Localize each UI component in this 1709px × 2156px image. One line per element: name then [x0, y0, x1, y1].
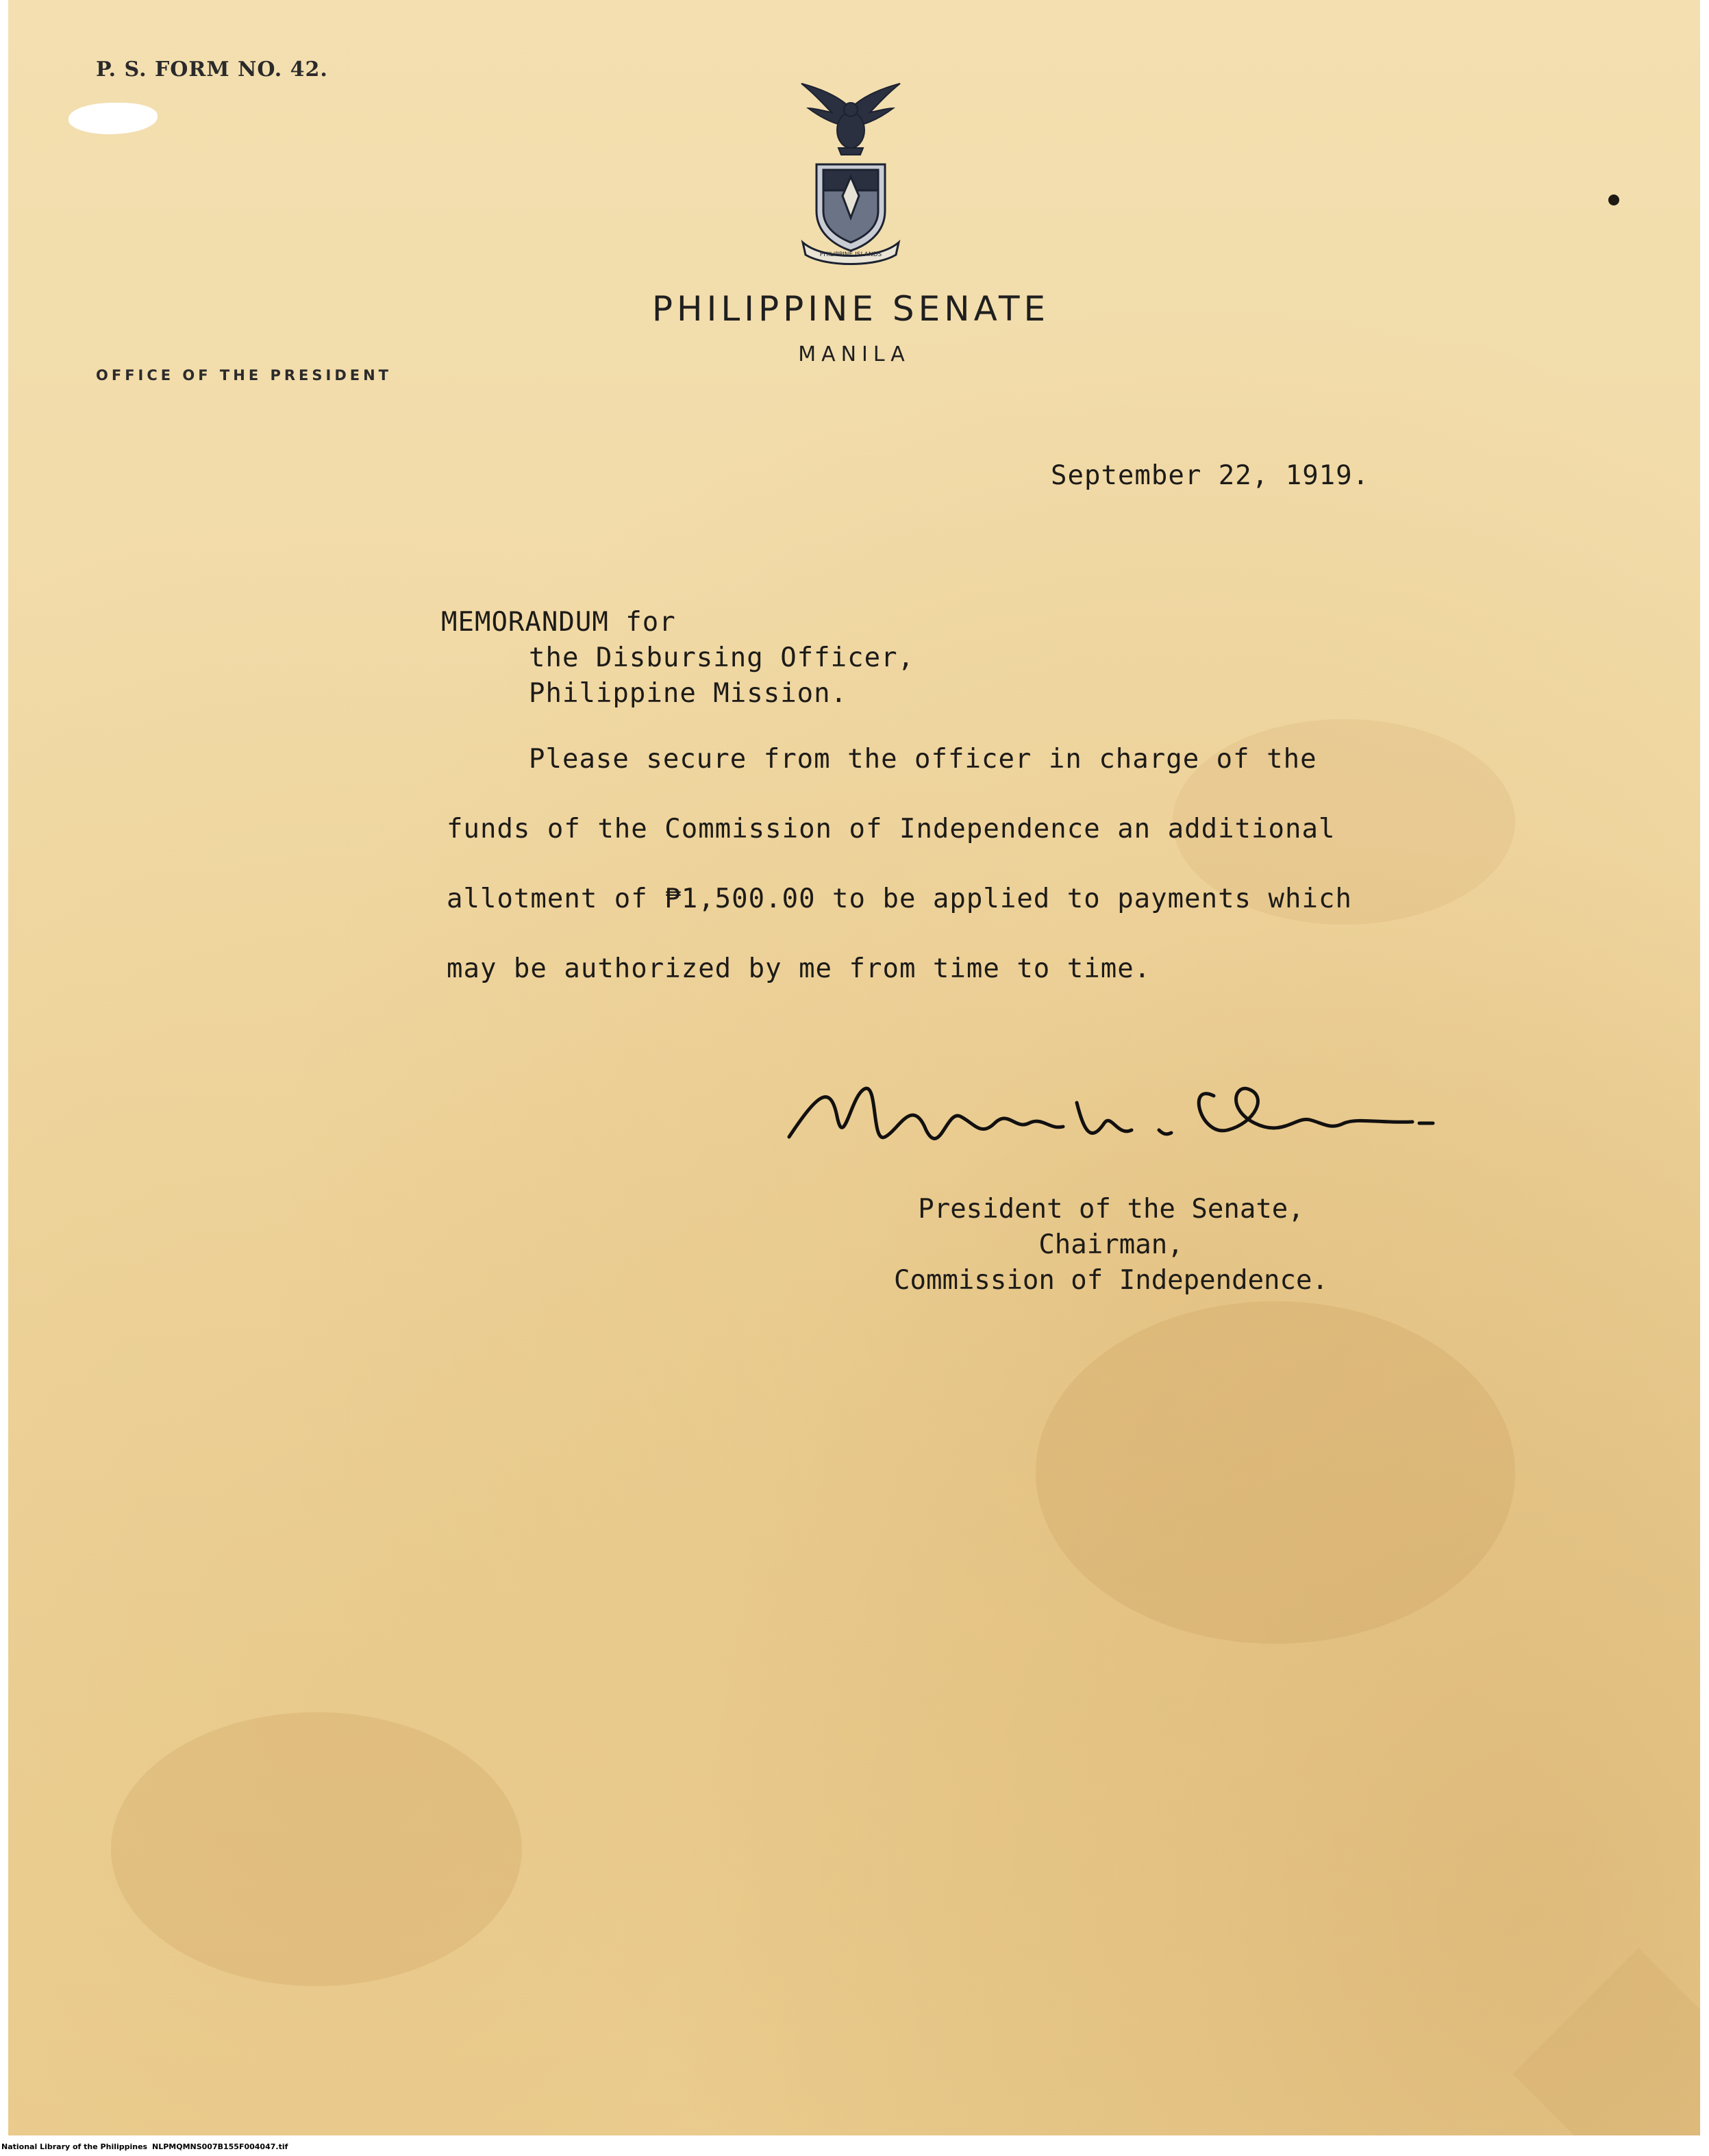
- seal-motto: PHILIPPINE ISLANDS: [819, 251, 882, 258]
- signature-block: [858, 1192, 1364, 1299]
- torn-corner: [68, 103, 158, 134]
- signer-title: President of the Senate,: [918, 1194, 1304, 1225]
- worn-corner: [1512, 1948, 1700, 2135]
- letterhead-city: MANILA: [798, 342, 910, 366]
- office-label: OFFICE OF THE PRESIDENT: [96, 367, 392, 384]
- ink-spot: [1608, 195, 1619, 205]
- form-number: P. S. FORM NO. 42.: [96, 58, 328, 82]
- letter-date: September 22, 1919.: [1051, 460, 1370, 491]
- footer-institution: National Library of the Philippines: [1, 2142, 148, 2151]
- letterhead-title: [8, 289, 1700, 329]
- body-line: funds of the Commission of Independence an additional: [447, 814, 1336, 844]
- memo-addressee-line: the Disbursing Officer,: [529, 642, 915, 673]
- body-line: allotment of ₱1,500.00 to be applied to payments which: [447, 883, 1352, 914]
- body-line: may be authorized by me from time to time.: [447, 953, 1151, 984]
- scan-footer: [0, 2138, 1709, 2156]
- signer-title: Commission of Independence.: [894, 1265, 1328, 1296]
- document-page: [8, 0, 1700, 2135]
- handwritten-signature: [775, 1055, 1460, 1178]
- footer-file-id: NLPMQMNS007B155F004047.tif: [152, 2142, 288, 2151]
- paper-stain: [111, 1712, 522, 1986]
- letterhead-title-text: PHILIPPINE SENATE: [651, 289, 1050, 329]
- body-line: Please secure from the officer in charge of the: [529, 744, 1317, 775]
- paper-stain: [1036, 1301, 1515, 1644]
- memo-addressee-line: Philippine Mission.: [529, 678, 848, 709]
- senate-seal-icon: [796, 81, 906, 267]
- memo-heading: MEMORANDUM for: [441, 607, 676, 638]
- signer-title: Chairman,: [1038, 1229, 1184, 1260]
